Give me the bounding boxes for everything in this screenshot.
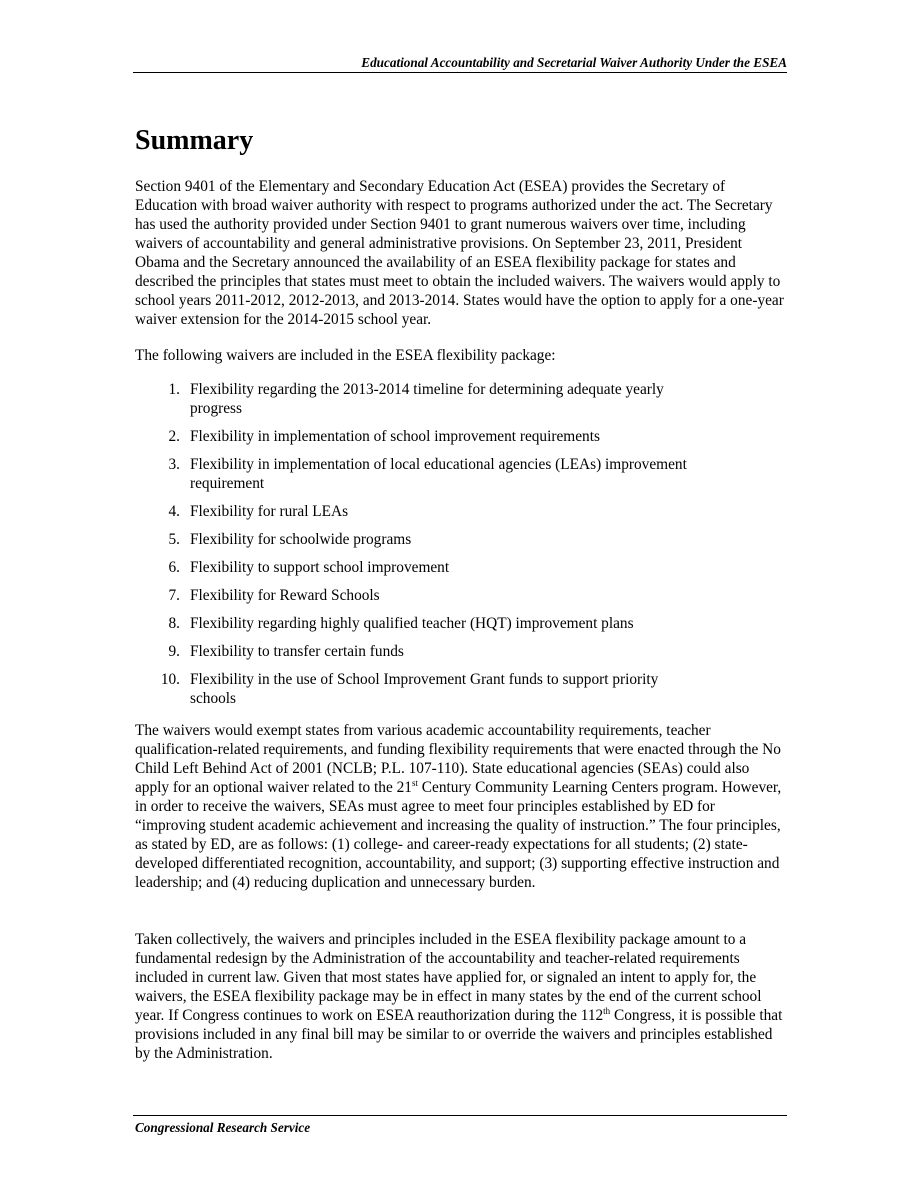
list-item-text: Flexibility for schoolwide programs [190,531,412,548]
paragraph-text: Century Community Learning Centers program. However, in order to receive the waivers, SEAs must agree to meet four principles established by ED for “improving student academic achievement and increasing the quality of instruction.” The four principles, as stated by ED, are as follows: (1) college- and career-ready expectations for all students; (2) state-developed differentiated recognition, accountability, and support; (3) supporting effective instruction and leadership; and (4) reducing duplication and unnecessary burden. [135,779,782,891]
list-item-text: Flexibility to support school improvement [190,559,450,576]
list-item [135,642,787,661]
list-item-number: 10. [160,671,180,688]
list-item-text: Flexibility in implementation of school improvement requirements [190,428,600,445]
list-item-number: 7. [168,587,180,604]
list-item-number: 9. [168,643,180,660]
list-item-text: Flexibility for rural LEAs [190,503,349,520]
list-item-text: Flexibility regarding the 2013-2014 timeline for determining adequate yearly progress [190,381,664,417]
list-item [135,614,787,633]
conclusion-paragraph [135,930,787,1063]
list-item-number: 3. [168,456,180,473]
list-item-text: Flexibility in implementation of local educational agencies (LEAs) improvement requirement [190,456,687,492]
list-item [135,558,787,577]
list-item-text: Flexibility for Reward Schools [190,587,380,604]
list-item [135,502,787,521]
list-item [135,380,787,418]
header-rule [133,72,787,73]
list-item-number: 2. [168,428,180,445]
list-item-number: 5. [168,531,180,548]
list-item-number: 6. [168,559,180,576]
paragraph-text: The waivers would exempt states from various academic accountability requirements, teacher qualification-related requirements, and funding flexibility requirements that were enacted through the No Child Left Behind Act of 2001 (NCLB; P.L. 107-110). State educational agencies (SEAs) could also apply for an optional waiver related to the 21 [135,722,781,796]
waiver-list-intro: The following waivers are included in the ESEA flexibility package: [135,347,556,364]
running-header-title: Educational Accountability and Secretarial Waiver Authority Under the ESEA [361,55,787,70]
list-item [135,586,787,605]
footer-source: Congressional Research Service [135,1120,311,1135]
page-title: Summary [135,125,254,156]
list-item-number: 1. [168,381,180,398]
paragraph-text: Congress, it is possible that provisions included in any final bill may be similar to or override the waivers and principles established by the Administration. [135,1007,783,1062]
list-item [135,530,787,549]
list-item [135,455,787,493]
list-item-number: 4. [168,503,180,520]
ordinal-superscript: th [603,1006,611,1016]
list-item-number: 8. [168,615,180,632]
waiver-list [135,380,787,717]
list-item-text: Flexibility to transfer certain funds [190,643,404,660]
list-item [135,670,787,708]
footer-rule [133,1115,787,1116]
ordinal-superscript: st [411,778,418,788]
list-item-text: Flexibility in the use of School Improvement Grant funds to support priority schools [190,671,659,707]
waiver-exemptions-paragraph [135,721,787,892]
list-item-text: Flexibility regarding highly qualified teacher (HQT) improvement plans [190,615,634,632]
intro-paragraph: Section 9401 of the Elementary and Secondary Education Act (ESEA) provides the Secretary of Education with broad waiver authority with respect to programs authorized under the act. The Secretary has used the authority provided under Section 9401 to grant numerous waivers over time, including waivers of accountability and general administrative provisions. On September 23, 2011, President Obama and the Secretary announced the availability of an ESEA flexibility package for states and described the principles that states must meet to obtain the included waivers. The waivers would apply to school years 2011-2012, 2012-2013, and 2013-2014. States would have the option to apply for a one-year waiver extension for the 2014-2015 school year. [135,178,784,328]
paragraph-text: Taken collectively, the waivers and principles included in the ESEA flexibility package amount to a fundamental redesign by the Administration of the accountability and teacher-related requirements included in current law. Given that most states have applied for, or signaled an intent to apply for, the waivers, the ESEA flexibility package may be in effect in many states by the end of the current school year. If Congress continues to work on ESEA reauthorization during the 112 [135,931,762,1024]
list-item [135,427,787,446]
